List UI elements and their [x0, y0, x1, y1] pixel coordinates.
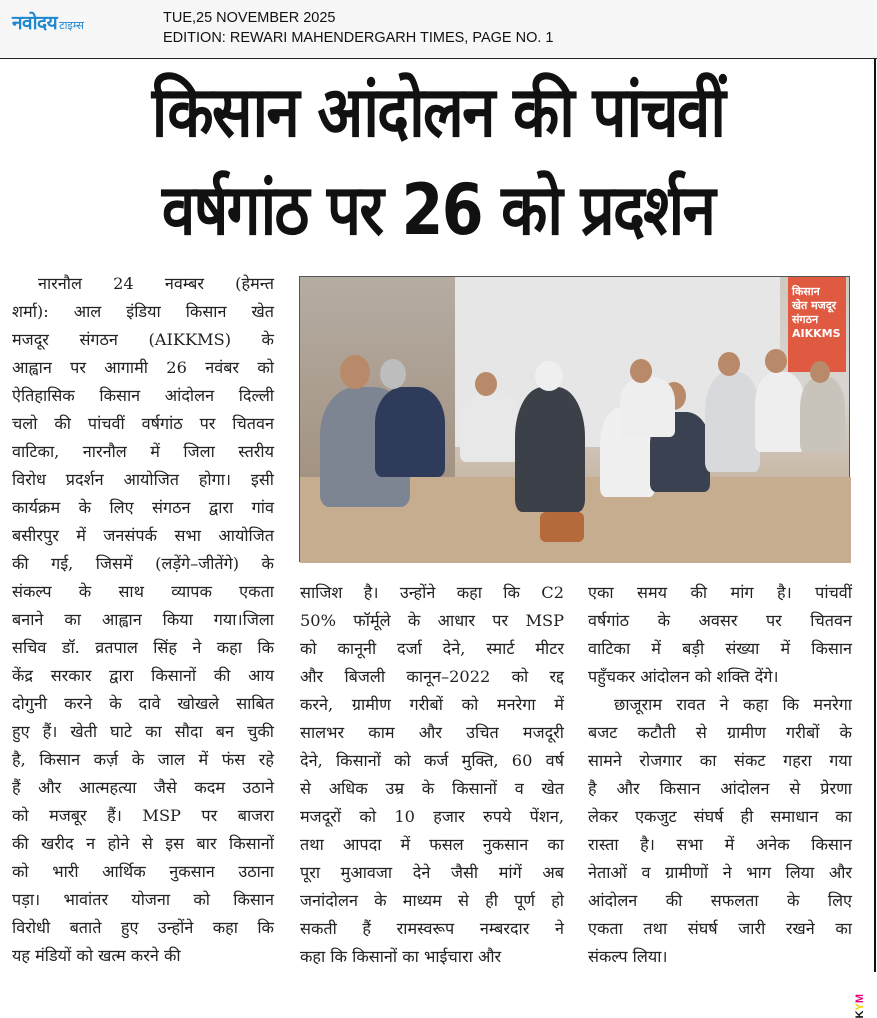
article-headline [61, 63, 814, 259]
photo-person-head [630, 359, 652, 383]
article-column-2 [300, 579, 564, 971]
article-text-line: है, किसान कर्ज़ के जाल में फंस रहे [12, 750, 274, 769]
article-column-3 [588, 579, 852, 971]
article-text-line: पूरा मुआवजा देने जैसी मांगें अब [300, 863, 564, 882]
headline-line-1: किसान आंदोलन की पांचवीं [151, 71, 725, 153]
article-text-line: की गई, जिसमें (लड़ेंगे–जीतेंगे) के [12, 554, 274, 573]
cmyk-y: Y [854, 1003, 866, 1011]
article-text-line: मजदूर संगठन (AIKKMS) के [12, 330, 274, 349]
article-text-line: छाजूराम रावत ने कहा कि मनरेगा [614, 695, 852, 714]
article-text-line: कहा कि किसानों का भाईचारा और [300, 947, 502, 966]
article-text-line: तथा आपदा में फसल नुकसान का [300, 835, 564, 854]
cmyk-m: M [854, 994, 866, 1004]
banner-text-line: AIKKMS [792, 327, 841, 340]
article-text-line: लेकर एकजुट संघर्ष ही समाधान का [588, 807, 852, 826]
article-text-line: को कानूनी दर्जा देने, स्मार्ट मीटर [300, 639, 564, 658]
photo-person-head [810, 361, 830, 383]
photo-person-head [340, 355, 370, 389]
article-text-line: दोगुनी करने के दावे खोखले साबित [12, 694, 274, 713]
article-text-line: सकती हैं रामस्वरूप नम्बरदार ने [300, 919, 564, 938]
article-text-line: नारनौल 24 नवम्बर (हेमन्त [38, 274, 274, 293]
article-text-line: एकता तथा संघर्ष जारी रखने का [588, 919, 852, 938]
photo-person [620, 377, 675, 437]
article-text-line: कार्यक्रम के लिए संगठन द्वारा गांव [12, 498, 274, 517]
article-text-line: 50% फॉर्मूले के आधार पर MSP [300, 611, 564, 630]
article-text-line: को मजबूर हैं। MSP पर बाजरा [12, 806, 274, 825]
banner-text-line: किसान [792, 285, 820, 298]
article-text-line: वाटिका, नारनौल में जिला स्तरीय [12, 442, 274, 461]
article-text-line: करने, ग्रामीण गरीबों को मनरेगा में [300, 695, 564, 714]
photo-person-head [380, 359, 406, 389]
cmyk-k: K [854, 1010, 866, 1018]
article-text-line: है और किसान आंदोलन से प्रेरणा [588, 779, 852, 798]
edition-header [0, 0, 877, 59]
photo-person-head [475, 372, 497, 396]
photo-person [515, 387, 585, 512]
banner-text [792, 285, 841, 341]
photo-person-head [718, 352, 740, 376]
photo-person [460, 392, 520, 462]
article-text-line: विरोधी बताते हुए उन्होंने कहा कि [12, 918, 274, 937]
cmyk-print-mark [855, 994, 869, 1018]
article-text-line: वाटिका में बड़ी संख्या में किसान [588, 639, 852, 658]
article-text-line: साजिश है। उन्होंने कहा कि C2 [300, 583, 564, 602]
article-text-line: को भारी आर्थिक नुकसान उठाना [12, 862, 274, 881]
headline-line-2: वर्षगांठ पर 26 को प्रदर्शन [161, 169, 715, 251]
article-text-line: जनांदोलन के माध्यम से ही पूर्ण हो [300, 891, 564, 910]
newspaper-logo [12, 8, 84, 34]
article-text-line: संकल्प लिया। [588, 947, 668, 966]
photo-person [375, 387, 445, 477]
article-text-line: सामने रोजगार का संकट गहरा गया [588, 751, 852, 770]
photo-person-head [765, 349, 787, 373]
photo-red-banner [788, 277, 846, 372]
photo-stool [540, 512, 584, 542]
article-text-line: सालभर काम और उचित मजदूरी [300, 723, 564, 742]
article-text-line: चलो की पांचवीं वर्षगांठ पर चितवन [12, 414, 274, 433]
article-text-line: वर्षगांठ के अवसर पर चितवन [588, 611, 852, 630]
article-text-line: और बिजली कानून–2022 को रद्द [300, 667, 564, 686]
article-column-1 [12, 270, 274, 970]
article-text-line: एका समय की मांग है। पांचवीं [588, 583, 852, 602]
article-text-line: ऐतिहासिक किसान आंदोलन दिल्ली [12, 386, 274, 405]
article-text-line: केंद्र सरकार द्वारा किसानों की आय [12, 666, 274, 685]
article-text-line: हुए हैं। खेती घाटे का सौदा बन चुकी [12, 722, 274, 741]
article-text-line: शर्मा): आल इंडिया किसान खेत [12, 302, 274, 321]
article-text-line: हैं और आत्महत्या जैसे कदम उठाने [12, 778, 274, 797]
article-text-line: से अधिक उम्र के किसानों व खेत [300, 779, 564, 798]
photo-person [755, 372, 805, 452]
article-text-line: पड़ा। भावांतर योजना को किसान [12, 890, 274, 909]
photo-person-head [535, 361, 563, 391]
article-text-line: देने, किसानों को कर्ज मुक्ति, 60 वर्ष [300, 751, 564, 770]
banner-text-line: संगठन [792, 313, 819, 326]
article-text-line: नेताओं व ग्रामीणों ने भाग लिया और [588, 863, 852, 882]
article-text-line: मजदूरों को 10 हजार रुपये पेंशन, [300, 807, 564, 826]
article-photo [299, 276, 850, 562]
logo-main-text: नवोदय [12, 12, 58, 34]
article-text-line: बसीरपुर में जनसंपर्क सभा आयोजित [12, 526, 274, 545]
article-text-line: रास्ता है। सभा में अनेक किसान [588, 835, 852, 854]
article-text-line: सचिव डॉ. व्रतपाल सिंह ने कहा कि [12, 638, 274, 657]
article-text-line: पहुँचकर आंदोलन को शक्ति देंगे। [588, 667, 779, 686]
photo-person [705, 372, 760, 472]
article-text-line: विरोध प्रदर्शन आयोजित होगा। इसी [12, 470, 274, 489]
newspaper-page [0, 59, 876, 1018]
edition-name: EDITION: REWARI MAHENDERGARH TIMES, PAGE NO. 1 [163, 30, 554, 46]
article-text-line: बनाने का आह्वान किया गया।जिला [12, 610, 274, 629]
edition-meta [163, 8, 553, 48]
article-text-line: संकल्प के साथ व्यापक एकता [12, 582, 274, 601]
banner-text-line: खेत मजदूर [792, 299, 837, 312]
article-text-line: की खरीद न होने से इस बार किसानों [12, 834, 274, 853]
article-text-line: बजट कटौती से ग्रामीण गरीबों के [588, 723, 852, 742]
logo-sub-text: टाइम्स [59, 19, 84, 32]
edition-date: TUE,25 NOVEMBER 2025 [163, 10, 336, 26]
article-text-line: आह्वान पर आगामी 26 नवंबर को [12, 358, 274, 377]
article-text-line: यह मंडियों को खत्म करने की [12, 946, 181, 965]
photo-person [800, 377, 845, 452]
article-text-line: आंदोलन की सफलता के लिए [588, 891, 852, 910]
